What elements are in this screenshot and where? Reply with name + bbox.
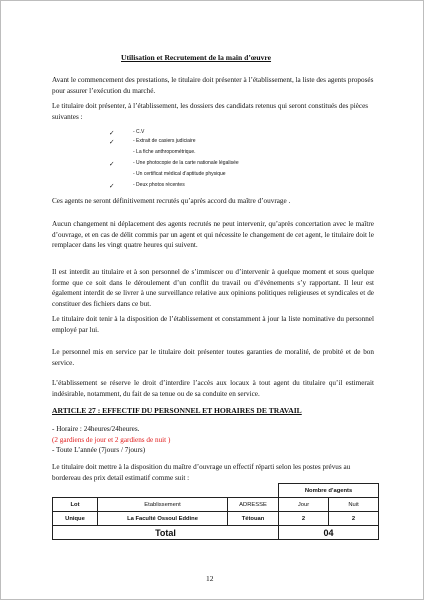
lot-cell: Unique: [53, 512, 98, 526]
documents-intro-paragraph: Le titulaire doit présenter, à l’établissement, les dossiers des candidats retenus qui seront constitués des pièces suivantes :: [52, 102, 369, 121]
table-total-row: [53, 526, 379, 540]
day-count-cell: 2: [279, 512, 329, 526]
schedule-block: [52, 424, 374, 456]
lot-header: Lot: [53, 498, 98, 512]
address-cell: Tétouan: [228, 512, 279, 526]
night-header: Nuit: [329, 498, 379, 512]
establishment-header: Etablissement: [98, 498, 228, 512]
table-row: [53, 512, 379, 526]
list-item-label: - Deux photos récentes: [133, 182, 185, 188]
table-group-header-row: [53, 484, 379, 498]
agents-count-header: Nombre d’agents: [279, 484, 379, 498]
list-item-label: - Une photocopie de la carte nationale légalisée: [133, 160, 239, 166]
list-item-label: - Extrait de casiers judiciaire: [133, 138, 196, 144]
establishment-cell: La Faculté Ossoul Eddine: [98, 512, 228, 526]
guards-note: (2 gardiens de jour et 2 gardiens de nuit ): [52, 435, 171, 444]
checkmark-icon: ✓: [109, 183, 115, 190]
morality-paragraph: Le personnel mis en service par le titulaire doit présenter toutes garanties de moralité, de probité et de bon service.: [52, 348, 374, 367]
list-item: [109, 181, 309, 191]
staffing-table: [52, 483, 379, 540]
list-item: [109, 137, 309, 147]
prohibition-paragraph: Il est interdit au titulaire et à son personnel de s’immiscer ou d’intervenir à quelque moment et sous quelque forme que ce soit dans le déroulement d’un conflit du travail ou d’événements s’y rapportant. Il leur est également interdit de se livrer à une surveillance relative aux opinions politiques religieuses et syndicales et de constituer des fichiers dans ce but.: [52, 268, 374, 308]
checkmark-icon: ✓: [109, 139, 115, 146]
total-value: 04: [279, 526, 379, 540]
schedule-year: - Toute L’année (7jours / 7jours): [52, 446, 146, 455]
list-item: [109, 148, 309, 158]
article-27-heading: ARTICLE 27 : EFFECTIF DU PERSONNEL ET HORAIRES DE TRAVAIL: [52, 406, 302, 415]
list-item: [109, 170, 309, 180]
checkmark-icon: ✓: [109, 161, 115, 168]
replacement-paragraph: Aucun changement ni déplacement des agents recrutés ne peut intervenir, qu’après concertation avec le maître d’ouvrage, et en cas de délit commis par un agent et qui nécessite le changement de cet agent, le titulaire doit le remplacer dans les vingt quatre heures qui suivent.: [52, 220, 374, 250]
section-title: Utilisation et Recrutement de la main d’œuvre: [121, 53, 272, 62]
list-item-label: - Un certificat médical d’aptitude physique: [133, 171, 226, 177]
table-header-row: [53, 498, 379, 512]
address-header: ADRESSE: [228, 498, 279, 512]
recruitment-paragraph: Ces agents ne seront définitivement recrutés qu’après accord du maître d’ouvrage .: [52, 197, 291, 205]
list-item-label: - La fiche anthropométrique.: [133, 149, 196, 155]
day-header: Jour: [279, 498, 329, 512]
list-item-label: - C.V: [133, 129, 145, 135]
night-count-cell: 2: [329, 512, 379, 526]
staff-list-paragraph: Le titulaire doit tenir à la disposition de l’établissement et constamment à jour la liste nominative du personnel employé par lui.: [52, 315, 374, 334]
page-number: 12: [206, 574, 214, 583]
staffing-paragraph: Le titulaire doit mettre à la disposition du maître d’ouvrage un effectif réparti selon les postes prévus au bordereau des prix detail estimatif comme suit :: [52, 463, 351, 482]
intro-paragraph: Avant le commencement des prestations, le titulaire doit présenter à l’établissement, la liste des agents proposés pour assurer l’exécution du marché.: [52, 76, 374, 95]
total-label: Total: [53, 526, 279, 540]
schedule-hours: - Horaire : 24heures/24heures.: [52, 425, 140, 433]
list-item: [109, 159, 309, 169]
access-paragraph: L’établissement se réserve le droit d’interdire l’accès aux locaux à tout agent du titulaire qu’il estimerait indésirable, notamment, du fait de sa tenue ou de sa conduite en service.: [52, 379, 374, 398]
table-blank-cell: [53, 484, 279, 498]
checkmark-icon: ✓: [109, 130, 115, 137]
